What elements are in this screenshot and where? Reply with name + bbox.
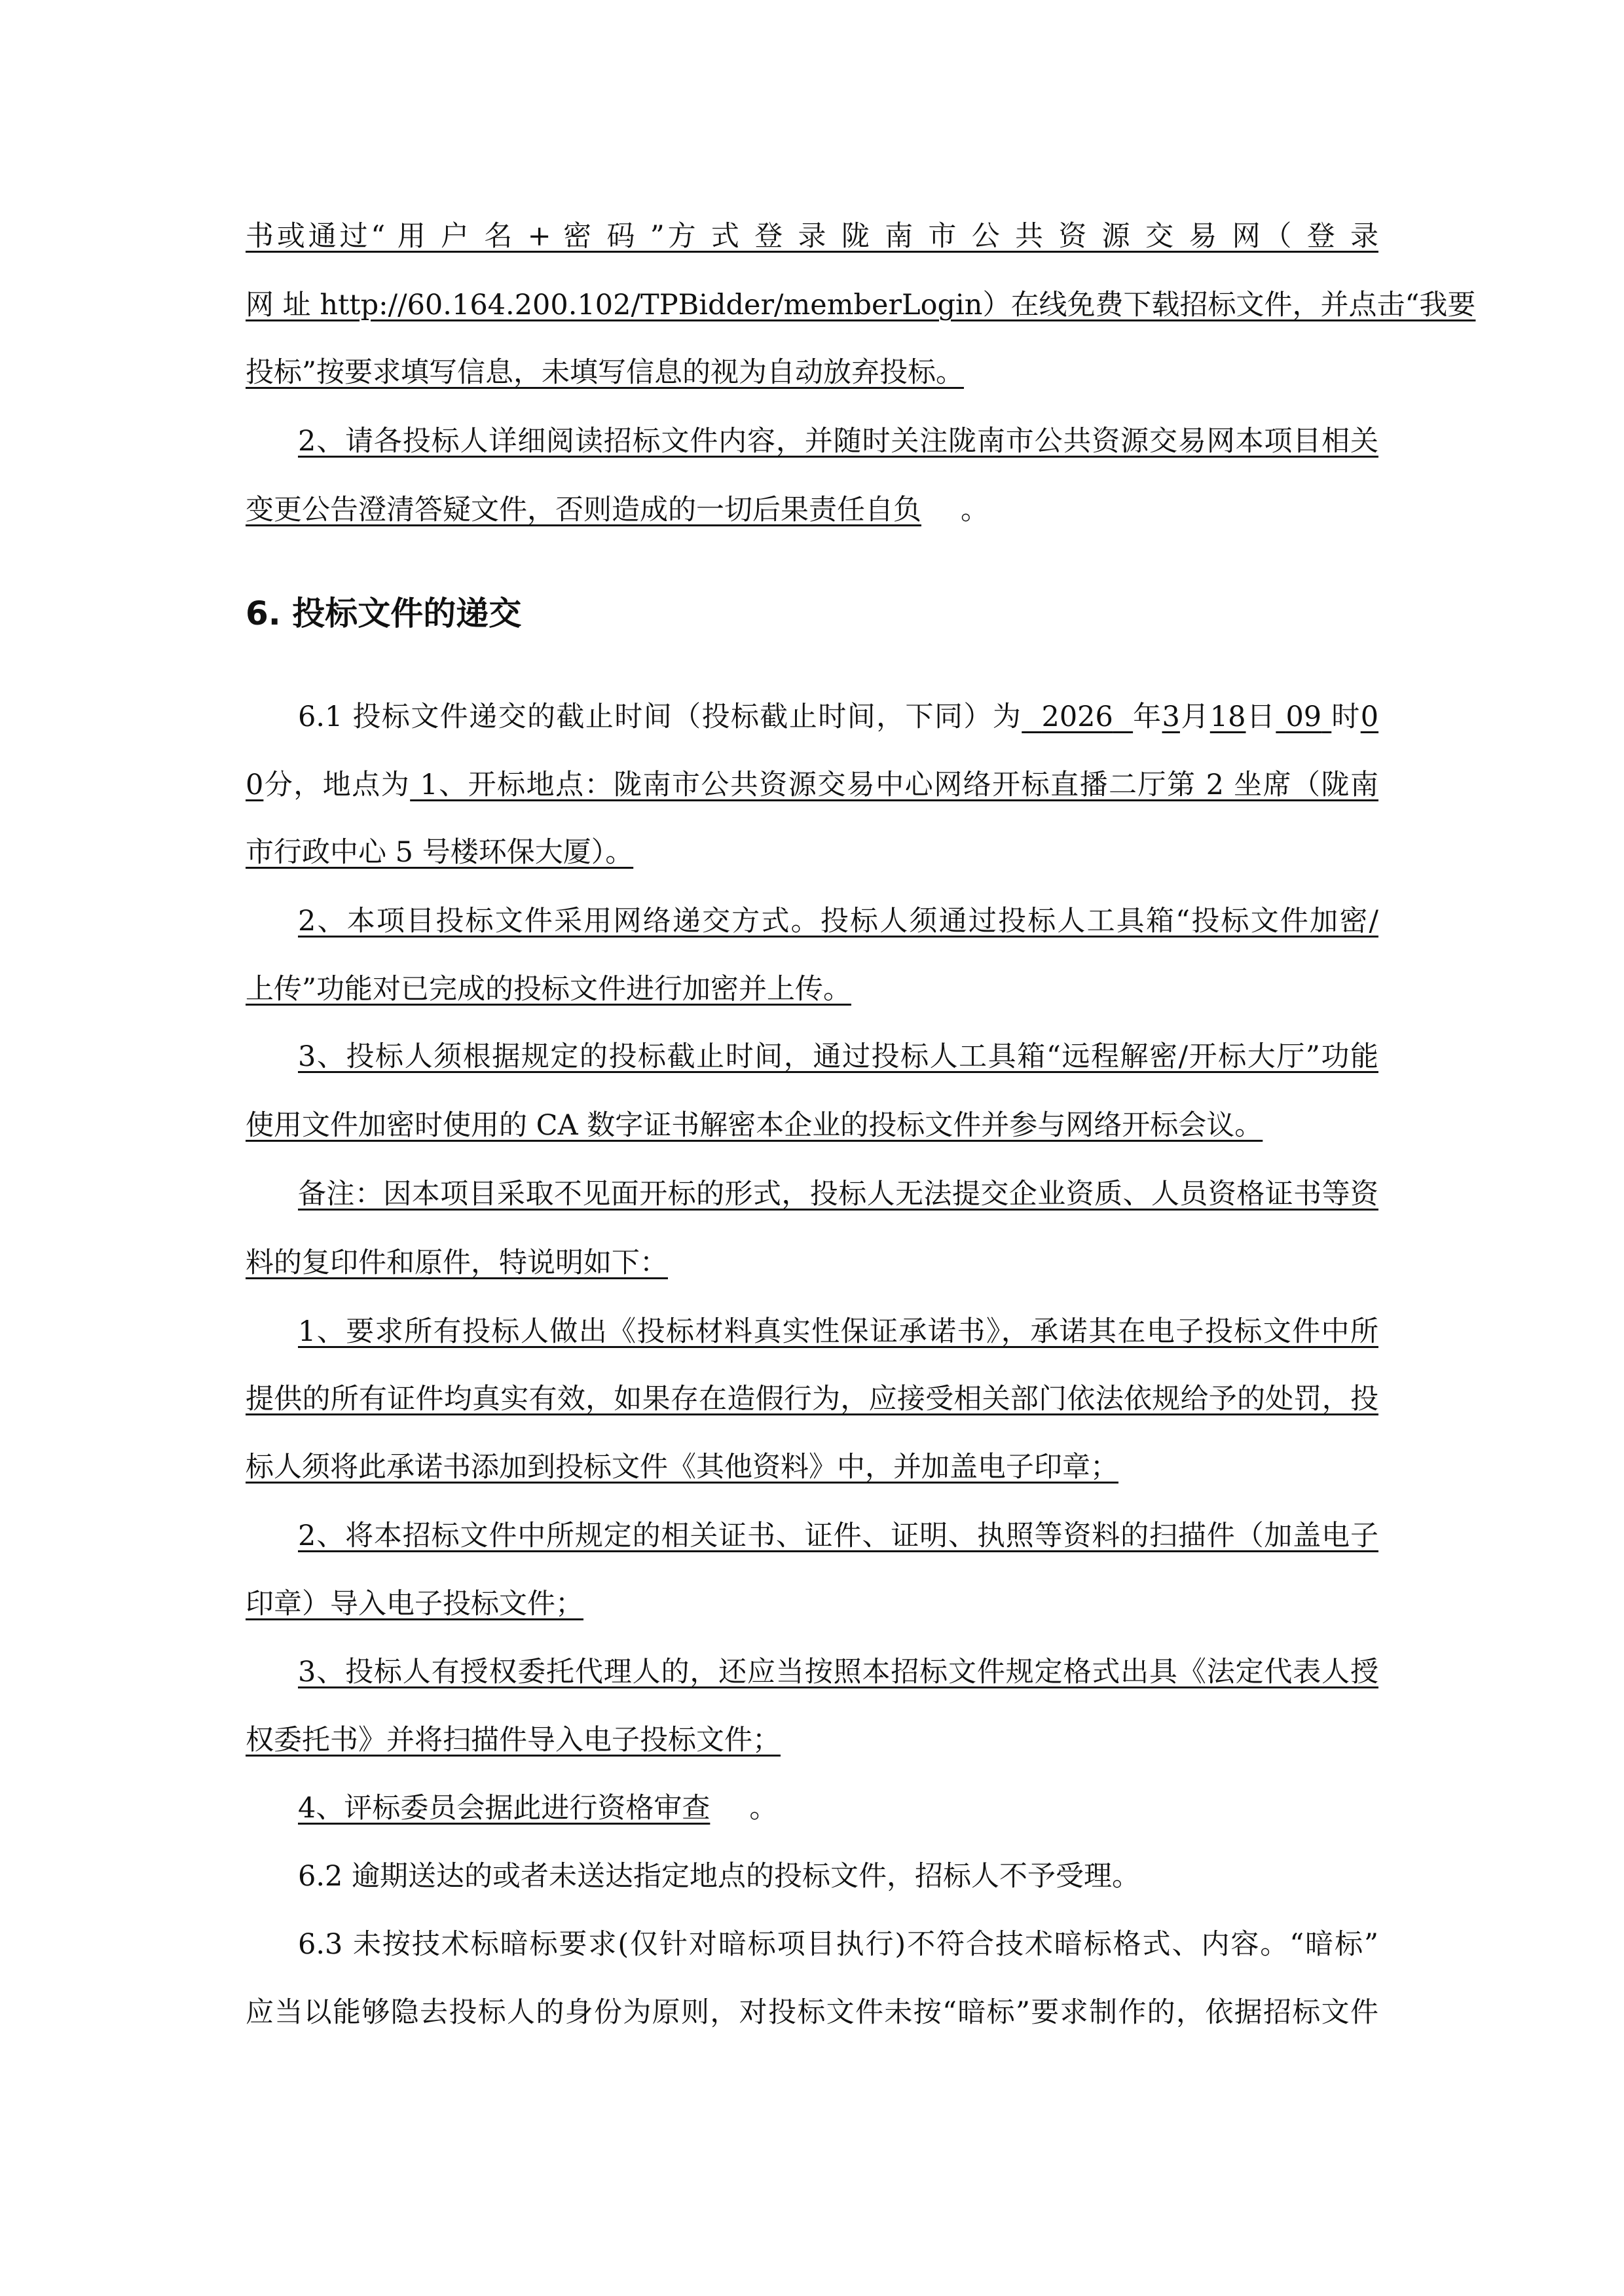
year-value: 2026 [1041, 701, 1113, 733]
paragraph-line [246, 903, 1378, 939]
paragraph-line: 投标”按要求填写信息，未填写信息的视为自动放弃投标。 [246, 356, 964, 389]
text: 4、评标委员会据此进行资格审查 [298, 1792, 710, 1825]
paragraph-line [246, 834, 1378, 871]
trailing-punctuation: 。 [961, 494, 989, 526]
year-unit: 年 [1133, 701, 1162, 733]
deadline-year [1022, 701, 1133, 733]
hour-unit: 时 [1331, 701, 1361, 733]
paragraph-line-deadline [246, 699, 1378, 735]
deadline-minute-part1: 0 [1360, 701, 1379, 733]
paragraph-line: 书或通过“ 用 户 名 + 密 码 ”方 式 登 录 陇 南 市 公 共 资 源 交 易 网（ 登 录 [246, 220, 1378, 253]
section-6-3-line: 应当以能够隐去投标人的身份为原则，对投标文件未按“暗标”要求制作的，依据招标文件 [246, 1996, 1378, 2029]
underlined-text: 2、请各投标人详细阅读招标文件内容，并随时关注陇南市公共资源交易网本项目相关 [298, 425, 1378, 458]
note-item-line [246, 1449, 1378, 1485]
note-item-line [246, 1654, 1378, 1690]
paragraph-line [246, 1107, 1378, 1144]
deadline-minute-part2: 0 [246, 769, 264, 801]
underlined-text: 印章）导入电子投标文件； [246, 1588, 583, 1620]
paragraph-line [246, 423, 1378, 460]
trailing-punctuation: 。 [749, 1792, 778, 1825]
paragraph-line-url: 网 址 http://60.164.200.102/TPBidder/memberLogin）在线免费下载招标文件，并点击“我要 [246, 289, 1476, 321]
opening-location: 1、开标地点：陇南市公共资源交易中心网络开标直播二厅第 2 坐席（陇南 [410, 769, 1378, 801]
text: 变更公告澄清答疑文件，否则造成的一切后果责任自负 [246, 494, 921, 526]
text: 6.1 投标文件递交的截止时间（投标截止时间，下同）为 [298, 701, 1022, 733]
underlined-text: 提供的所有证件均真实有效，如果存在造假行为，应接受相关部门依法依规给予的处罚，投 [246, 1383, 1378, 1415]
hour-value: 09 [1285, 701, 1322, 733]
section-heading: 6. 投标文件的递交 [246, 594, 522, 632]
underlined-text [246, 494, 961, 526]
paragraph-line [246, 492, 1378, 528]
paragraph-line [246, 1038, 1378, 1075]
underlined-text: 2、将本招标文件中所规定的相关证书、证件、证明、执照等资料的扫描件（加盖电子 [298, 1520, 1378, 1552]
underlined-text: 2、本项目投标文件采用网络递交方式。投标人须通过投标人工具箱“投标文件加密/ [298, 905, 1378, 938]
underlined-text [298, 1792, 749, 1825]
day-unit: 日 [1246, 701, 1276, 733]
note-item-line [246, 1313, 1378, 1350]
minute-unit: 分，地点为 [263, 769, 411, 801]
section-6-2-line: 6.2 逾期送达的或者未送达指定地点的投标文件，招标人不予受理。 [298, 1860, 1141, 1893]
note-item-line [246, 1381, 1378, 1417]
note-item-line [246, 1518, 1378, 1554]
underlined-text: 权委托书》并将扫描件导入电子投标文件； [246, 1724, 781, 1757]
underlined-text: 料的复印件和原件，特说明如下： [246, 1247, 668, 1279]
note-item-line [246, 1586, 1378, 1622]
opening-location-cont: 市行政中心 5 号楼环保大厦）。 [246, 836, 634, 869]
note-item-line [246, 1722, 1378, 1758]
note-item-line [246, 1790, 1378, 1827]
deadline-month: 3 [1162, 701, 1180, 733]
month-unit: 月 [1179, 701, 1210, 733]
underlined-text: 上传”功能对已完成的投标文件进行加密并上传。 [246, 973, 851, 1006]
paragraph-line [246, 971, 1378, 1008]
underlined-text: 使用文件加密时使用的 CA 数字证书解密本企业的投标文件并参与网络开标会议。 [246, 1109, 1263, 1142]
underlined-text: 标人须将此承诺书添加到投标文件《其他资料》中，并加盖电子印章； [246, 1451, 1118, 1484]
section-6-3-line: 6.3 未按技术标暗标要求(仅针对暗标项目执行)不符合技术暗标格式、内容。“暗标” [298, 1928, 1378, 1961]
underlined-text: 备注：因本项目采取不见面开标的形式，投标人无法提交企业资质、人员资格证书等资 [298, 1178, 1378, 1211]
paragraph-line-location [246, 767, 1378, 803]
underlined-text: 3、投标人须根据规定的投标截止时间，通过投标人工具箱“远程解密/开标大厅”功能 [298, 1040, 1378, 1073]
underlined-text: 3、投标人有授权委托代理人的，还应当按照本招标文件规定格式出具《法定代表人授 [298, 1656, 1378, 1688]
deadline-hour [1276, 701, 1331, 733]
note-line [246, 1176, 1378, 1212]
underlined-text: 1、要求所有投标人做出《投标材料真实性保证承诺书》，承诺其在电子投标文件中所 [298, 1315, 1378, 1348]
note-line [246, 1245, 1378, 1281]
deadline-day: 18 [1209, 701, 1246, 733]
